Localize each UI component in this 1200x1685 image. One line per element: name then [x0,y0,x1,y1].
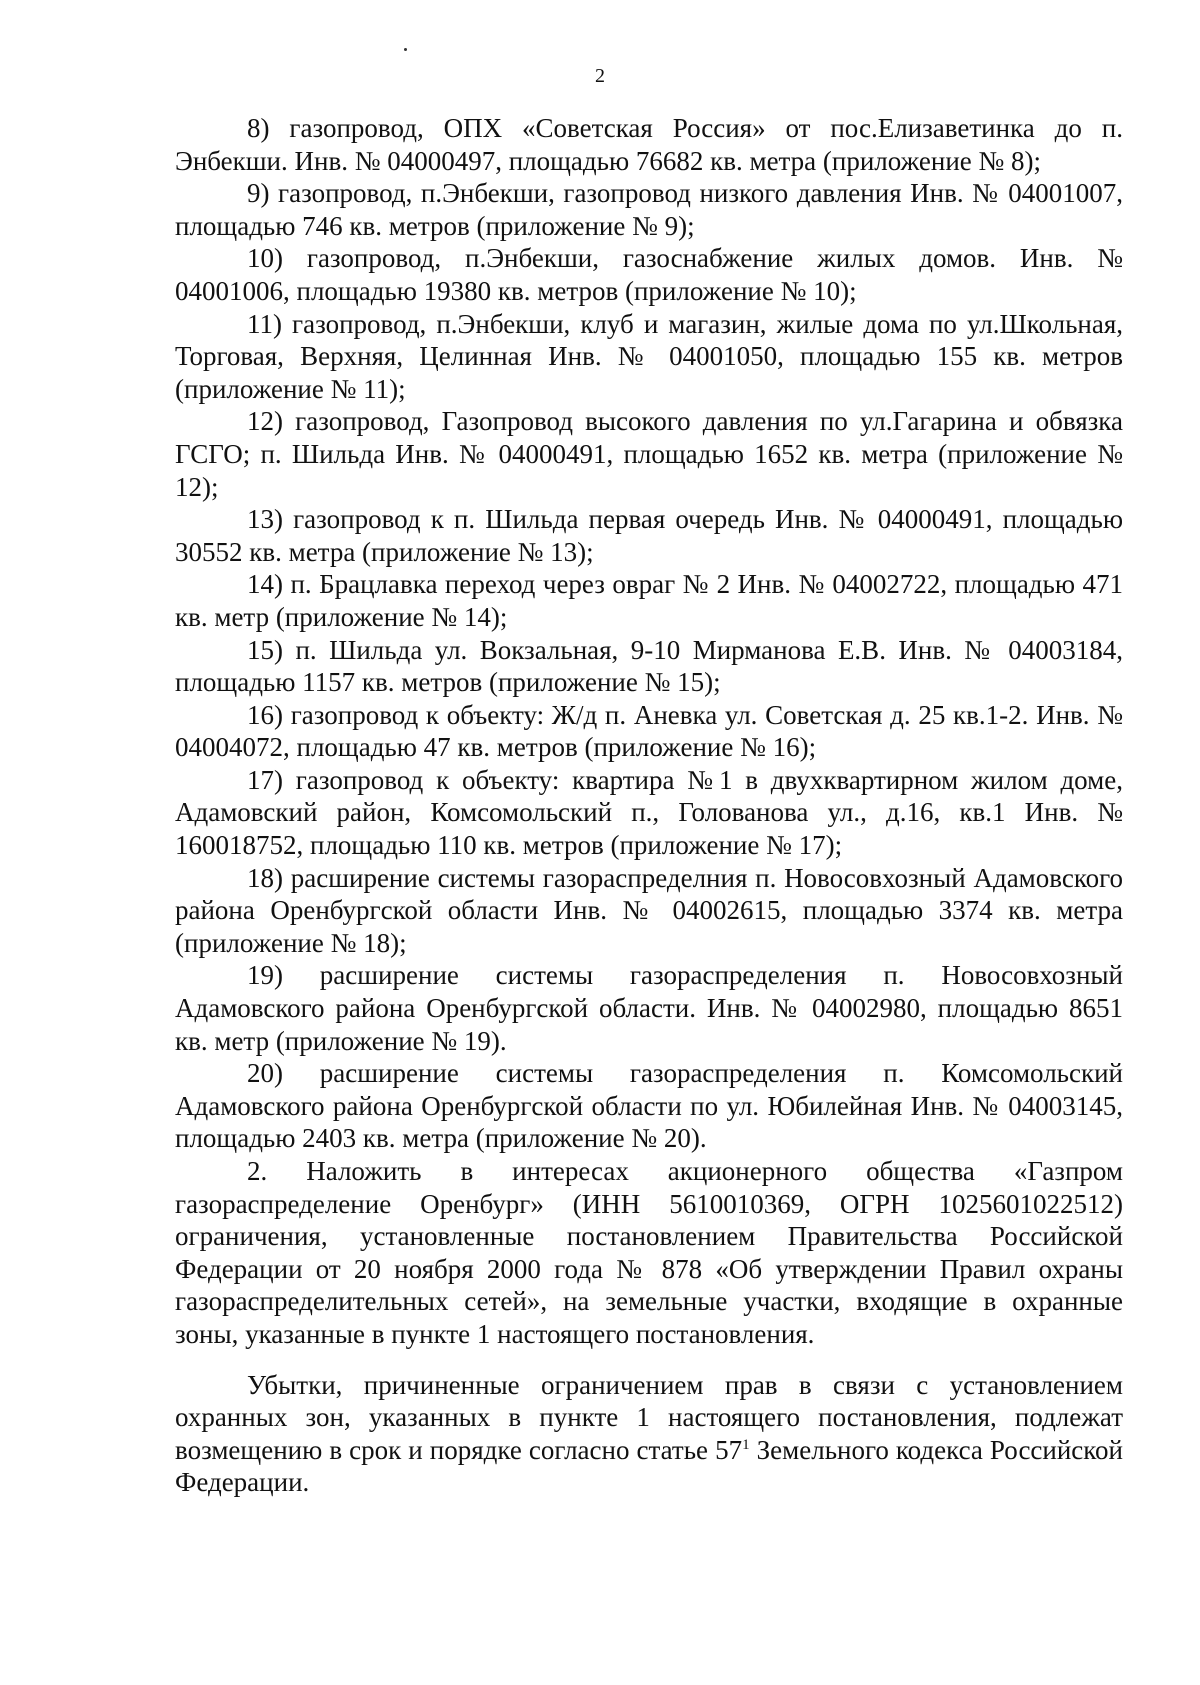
paragraph-section-2: 2. Наложить в интересах акционерного общества «Газпром газораспределение Оренбург» (ИНН 5610010369, ОГРН 1025601022512) ограничения, установленные постановлением Правительства Российской Федерации от 20 ноября 2000 года № 878 «Об утверждении Правил охраны газораспределительных сетей», на земельные участки, входящие в охранные зоны, указанные в пункте 1 настоящего постановления. [175,1156,1123,1349]
paragraph-item-8: 8) газопровод, ОПХ «Советская Россия» от пос.Елизаветинка до п. Энбекши. Инв. № 04000497, площадью 76682 кв. метра (приложение № 8); [175,113,1123,176]
paragraph-item-12: 12) газопровод, Газопровод высокого давления по ул.Гагарина и обвязка ГСГО; п. Шильда Инв. № 04000491, площадью 1652 кв. метра (приложение № 12); [175,406,1123,502]
document-body [175,112,1123,1499]
paragraph-item-19: 19) расширение системы газораспределения п. Новосовхозный Адамовского района Оренбургской области. Инв. № 04002980, площадью 8651 кв. метр (приложение № 19). [175,960,1123,1056]
paragraph-item-13: 13) газопровод к п. Шильда первая очередь Инв. № 04000491, площадью 30552 кв. метра (приложение № 13); [175,504,1123,567]
page-number: 2 [595,65,605,87]
paragraph-item-14: 14) п. Брацлавка переход через овраг № 2 Инв. № 04002722, площадью 471 кв. метр (приложение № 14); [175,569,1123,632]
paragraph-item-9: 9) газопровод, п.Энбекши, газопровод низкого давления Инв. № 04001007, площадью 746 кв. метров (приложение № 9); [175,178,1123,241]
scan-dot [404,48,407,51]
paragraph-item-20: 20) расширение системы газораспределения п. Комсомольский Адамовского района Оренбургской области по ул. Юбилейная Инв. № 04003145, площадью 2403 кв. метра (приложение № 20). [175,1058,1123,1154]
paragraph-item-17: 17) газопровод к объекту: квартира №1 в двухквартирном жилом доме, Адамовский район, Комсомольский п., Голованова ул., д.16, кв.1 Инв. № 160018752, площадью 110 кв. метров (приложение № 17); [175,764,1123,861]
paragraph-item-18: 18) расширение системы газораспределния п. Новосовхозный Адамовского района Оренбургской области Инв. № 04002615, площадью 3374 кв. метра (приложение № 18); [175,862,1123,958]
paragraph-item-10: 10) газопровод, п.Энбекши, газоснабжение жилых домов. Инв. № 04001006, площадью 19380 кв. метров (приложение № 10); [175,243,1123,306]
paragraph-item-15: 15) п. Шильда ул. Вокзальная, 9-10 Мирманова Е.В. Инв. № 04003184, площадью 1157 кв. метров (приложение № 15); [175,634,1123,698]
article-superscript: 1 [742,1436,750,1453]
paragraph-item-16: 16) газопровод к объекту: Ж/д п. Аневка ул. Советская д. 25 кв.1-2. Инв. № 04004072, площадью 47 кв. метров (приложение № 16); [175,699,1123,763]
paragraph-losses [175,1369,1123,1499]
losses-text: Убытки, причиненные ограничением прав в связи с установлением охранных зон, указанных в пункте 1 настоящего постановления, подлежат возмещению в срок и порядке согласно статье 57 [175,1369,1123,1465]
paragraph-item-11: 11) газопровод, п.Энбекши, клуб и магазин, жилые дома по ул.Школьная, Торговая, Верхняя, Целинная Инв. № 04001050, площадью 155 кв. метров (приложение № 11); [175,308,1123,404]
losses-text-end: Земельного кодекса Российской Федерации. [175,1434,1123,1498]
